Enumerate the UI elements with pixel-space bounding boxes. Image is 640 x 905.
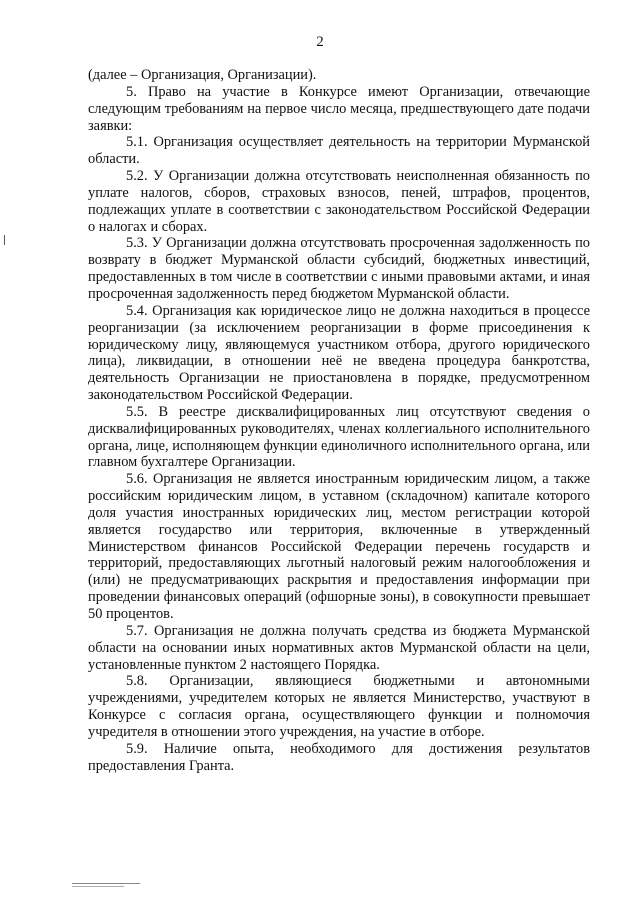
paragraph-5: 5. Право на участие в Конкурсе имеют Организации, отвечающие следующим требованиям на первое число месяца, предшествующего дате подачи заявки: bbox=[88, 83, 590, 134]
paragraph-5-4: 5.4. Организация как юридическое лицо не должна находиться в процессе реорганизации (за исключением реорганизации в форме присоединения к юридическому лицу, являющемуся участником отбора, другого юридического лица), ликвидации, в отношении неё не введена процедура банкротства, деятельность Организации не приостановлена в порядке, предусмотренном законодательством Российской Федерации. bbox=[88, 302, 590, 404]
scan-margin-mark bbox=[4, 235, 5, 245]
paragraph-5-7: 5.7. Организация не должна получать средства из бюджета Мурманской области на основании иных нормативных актов Мурманской области на цели, установленные пунктом 2 настоящего Порядка. bbox=[88, 622, 590, 673]
paragraph-5-2: 5.2. У Организации должна отсутствовать неисполненная обязанность по уплате налогов, сборов, страховых взносов, пеней, штрафов, процентов, подлежащих уплате в соответствии с законодательством Российской Федерации о налогах и сборах. bbox=[88, 168, 590, 235]
paragraph-5-8: 5.8. Организации, являющиеся бюджетными и автономными учреждениями, учредителем которых не является Министерство, участвуют в Конкурсе с согласия органа, осуществляющего функции и полномочия учредителя в отношении этого учреждения, на участие в отборе. bbox=[88, 673, 590, 740]
paragraph-5-1: 5.1. Организация осуществляет деятельность на территории Мурманской области. bbox=[88, 134, 590, 168]
paragraph-5-9: 5.9. Наличие опыта, необходимого для достижения результатов предоставления Гранта. bbox=[88, 740, 590, 774]
paragraph-5-3: 5.3. У Организации должна отсутствовать просроченная задолженность по возврату в бюджет Мурманской области субсидий, бюджетных инвестиций, предоставленных в том числе в соответствии с иными правовыми актами, и иная просроченная задолженность перед бюджетом Мурманской области. bbox=[88, 235, 590, 302]
document-body bbox=[88, 67, 590, 774]
page-number: 2 bbox=[316, 34, 324, 50]
paragraph-continuation: (далее – Организация, Организации). bbox=[88, 67, 317, 83]
paragraph-5-6: 5.6. Организация не является иностранным юридическим лицом, а также российским юридическим лицом, в уставном (складочном) капитале которого доля участия иностранных юридических лиц, местом регистрации которой является государство или территория, включенные в утвержденный Министерством финансов Российской Федерации перечень государств и территорий, предоставляющих льготный налоговый режим налогообложения и (или) не предусматривающих раскрытия и предоставления информации при проведении финансовых операций (офшорные зоны), в совокупности превышает 50 процентов. bbox=[88, 471, 590, 622]
footer-rule bbox=[72, 883, 140, 884]
footer-rule-secondary bbox=[72, 886, 124, 887]
paragraph-5-5: 5.5. В реестре дисквалифицированных лиц отсутствуют сведения о дисквалифицированных руководителях, членах коллегиального исполнительного органа, лице, исполняющем функции единоличного исполнительного органа, или главном бухгалтере Организации. bbox=[88, 403, 590, 471]
